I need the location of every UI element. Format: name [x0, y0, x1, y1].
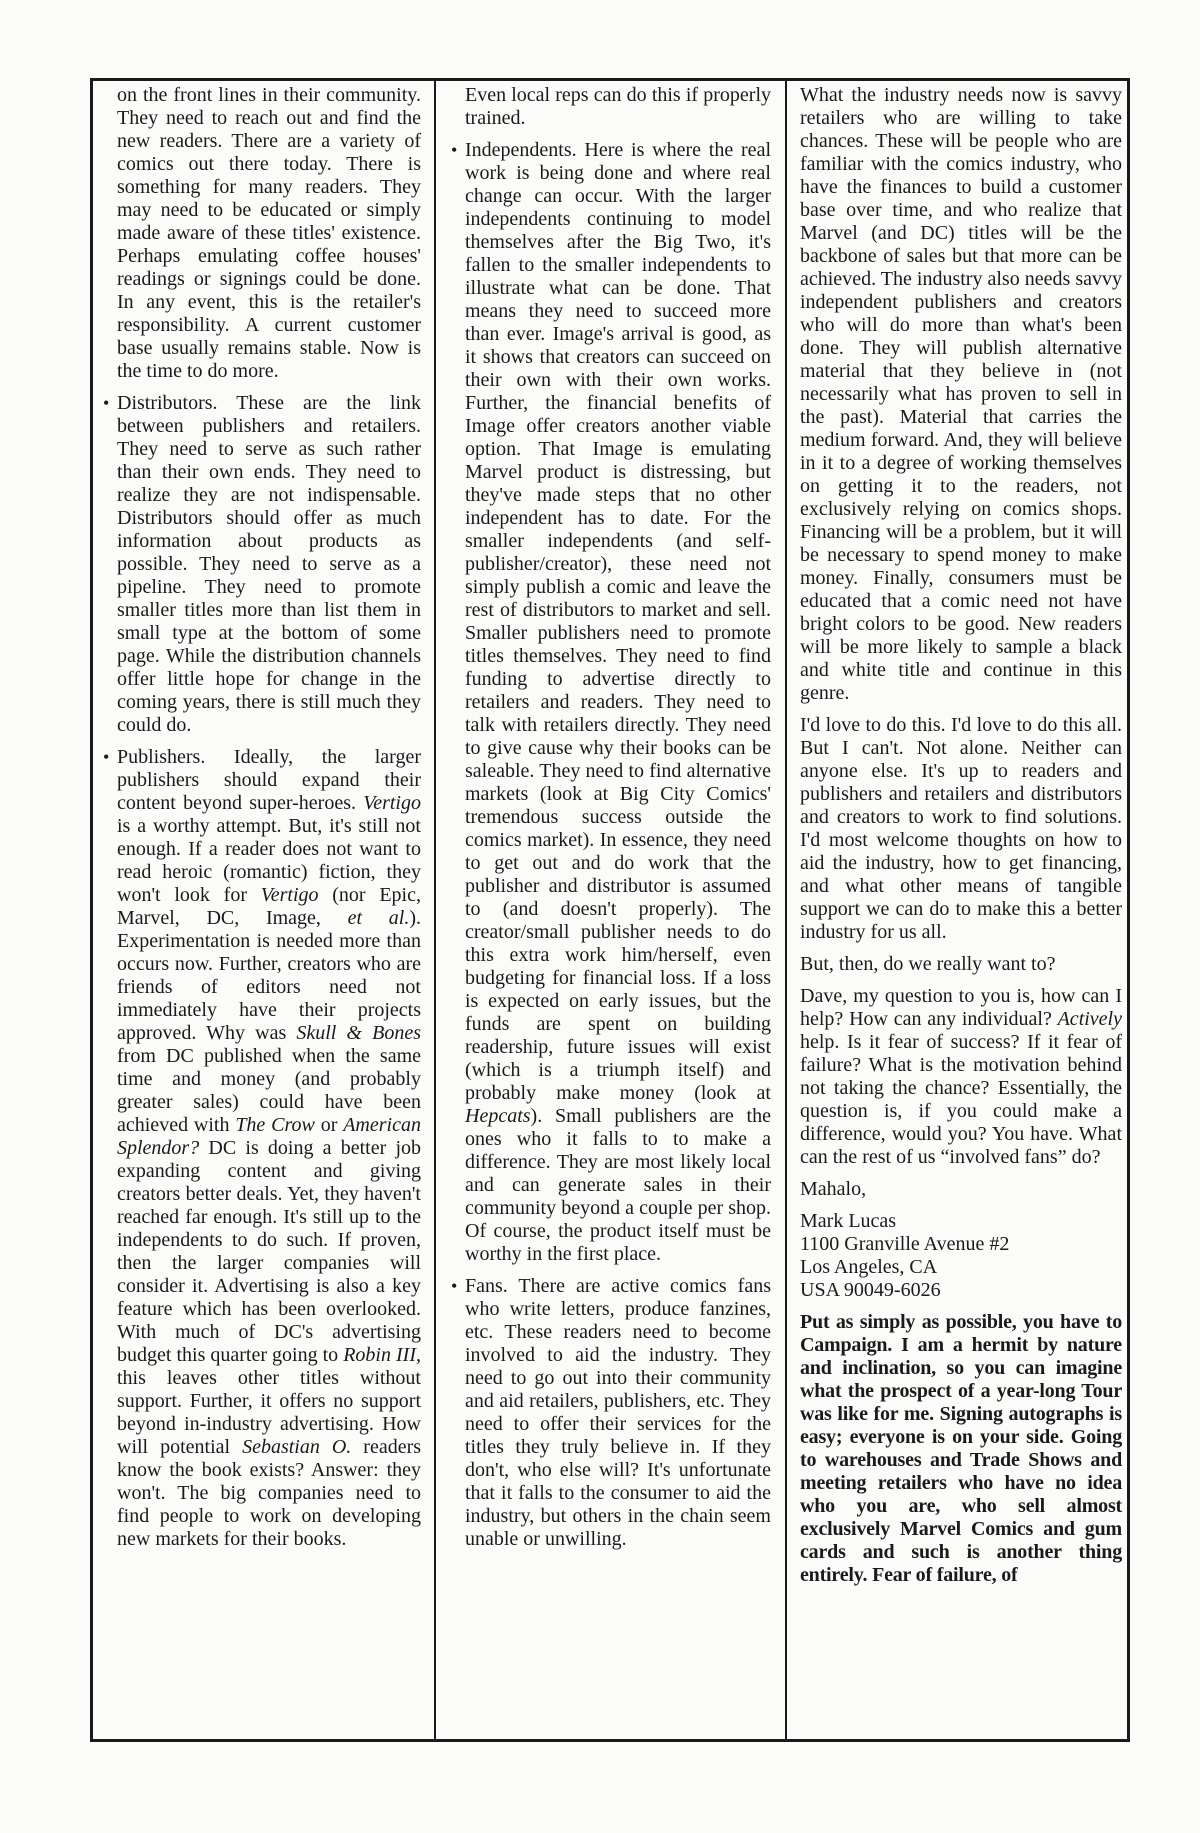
text-run: this leaves other titles without support. Further, it offers no support beyond in-industry advertising. How will potential [117, 1367, 421, 1458]
signature-country-zip: USA 90049-6026 [800, 1279, 941, 1301]
text-run: Publishers. Ideally, the larger publishers should expand their content beyond super-heroes. [117, 746, 421, 814]
bullet-publishers [103, 746, 422, 1551]
text-run: or [314, 1114, 344, 1136]
bullet-icon: • [451, 1276, 458, 1296]
paragraph-industry-needs: What the industry needs now is savvy retailers who are willing to take chances. These will be people who are familiar with the comics industry, who have the finances to build a customer base over time, and who realize that Marvel (and DC) titles will be the backbone of sales but that more can be achieved. The industry also needs savvy independent publishers and creators who will do more than what's been done. They will publish alternative material that they believe in (not necessarily what has proven to sell in the past). Material that carries the medium forward. And, they will believe in it to a degree of working themselves on getting it to the readers, not exclusively relying on comics shops. Financing will be a problem, but it will be necessary to spend money to make money. Finally, consumers must be educated that a comic need not have bright colors to be good. New readers will be more likely to sample a black and white title and continue in this genre. [800, 84, 1122, 704]
bullet-icon: • [103, 747, 110, 767]
signature-block [800, 1210, 1122, 1302]
closing-salutation: Mahalo, [800, 1178, 867, 1200]
text-run: ). Small publishers are the ones who it falls to to make a difference. They are most likely local and can generate sales in their community beyond a couple per shop. Of course, the product itself must be worthy in the first place. [465, 1105, 771, 1265]
text-column-2 [451, 84, 771, 1734]
paragraph-really-want: But, then, do we really want to? [800, 953, 1056, 975]
paragraph-local-reps: Even local reps can do this if properly trained. [465, 84, 771, 129]
title-hepcats: Hepcats [465, 1105, 531, 1127]
signature-city: Los Angeles, CA [800, 1256, 938, 1278]
text-run: help. Is it fear of success? If it fear of failure? What is the motivation behind not taking the chance? Essentially, the question is, if you could make a difference, would you? You have. What can the rest of us “involved fans” do? [800, 1031, 1122, 1168]
bullet-fans [451, 1275, 771, 1551]
bullet-distributors [103, 392, 421, 737]
editor-reply: Put as simply as possible, you have to Campaign. I am a hermit by nature and inclination, so you can imagine what the prospect of a year-long Tour was like for me. Signing autographs is easy; everyone is on your side. Going to warehouses and Trade Shows and meeting retailers who have no idea who you are, who sell almost exclusively Marvel Comics and gum cards and such is another thing entirely. Fear of failure, of [800, 1311, 1122, 1586]
text-run: from DC published when the same time and money (and probably greater sales) could have been achieved with [117, 1045, 421, 1136]
text-run: DC is doing a better job expanding content and giving creators better deals. Yet, they haven't reached far enough. It's still up to the independents to do such. If proven, then the larger companies will consider it. Advertising is also a key feature which has been overlooked. With much of DC's advertising budget this quarter going to [117, 1137, 421, 1366]
column-divider-2 [785, 78, 787, 1742]
signature-street: 1100 Granville Avenue #2 [800, 1233, 1010, 1255]
text-run: readers know the book exists? Answer: they won't. The big companies need to find people to work on developing new markets for their books. [117, 1436, 422, 1550]
title-robin-iii: Robin III, [343, 1344, 421, 1366]
text-run: (nor Epic, Marvel, DC, Image, [117, 884, 421, 929]
bullet-icon: • [451, 140, 458, 160]
bullet-icon: • [103, 393, 110, 413]
title-vertigo: Vertigo [363, 792, 421, 814]
text-run: Independents. Here is where the real work is being done and where real change can occur. With the larger independents continuing to model themselves after the Big Two, it's fallen to the smaller independents to illustrate what can be done. That means they need to succeed more than ever. Image's arrival is good, as it shows that creators can succeed on their own with their own works. Further, the financial benefits of Image offer creators another viable option. That Image is emulating Marvel product is distressing, but they've made steps that no other independent has to date. For the smaller independents (and self-publisher/creator), these need not simply publish a comic and leave the rest of distributors to market and sell. Smaller publishers need to promote titles themselves. They need to find funding to advertise directly to retailers and readers. They need to talk with retailers directly. They need to give cause why their books can be saleable. They need to find alternative markets (look at Big City Comics' tremendous success outside the comics market). In essence, they need to get out and do work that the publisher and distributor is assumed to (and doesn't properly). The creator/small publisher needs to do this extra work him/herself, even budgeting for financial loss. If a loss is expected on early issues, but the funds are spent on building readership, future issues will exist (which is a triumph itself) and probably make money (look at [465, 139, 771, 1104]
bullet-distributors-text: Distributors. These are the link between publishers and retailers. They need to serve as such rather than their own ends. They need to realize they are not indispensable. Distributors should offer as much information about products as possible. They need to serve as a pipeline. They need to promote smaller titles more than list them in small type at the bottom of some page. While the distribution channels offer little hope for change in the coming years, there is still much they could do. [117, 392, 421, 736]
title-skull-bones: Skull & Bones [296, 1022, 421, 1044]
text-column-3 [800, 84, 1122, 1734]
signature-name: Mark Lucas [800, 1210, 897, 1232]
paragraph-question [800, 985, 1122, 1169]
paragraph-retailers-continued: on the front lines in their community. They need to reach out and find the new readers. There are a variety of comics out there today. There is something for many readers. They may need to be educated or simply made aware of these titles' existence. Perhaps emulating coffee houses' readings or signings could be done. In any event, this is the retailer's responsibility. A current customer base usually remains stable. Now is the time to do more. [117, 84, 421, 382]
column-divider-1 [434, 78, 436, 1742]
title-sebastian-o: Sebastian O. [242, 1436, 352, 1458]
title-the-crow: The Crow [235, 1114, 315, 1136]
paragraph-love-to-do: I'd love to do this. I'd love to do this all. But I can't. Not alone. Neither can anyone else. It's up to readers and publishers and retailers and distributors and creators to work to find solutions. I'd most welcome thoughts on how to aid the industry, how to get financing, and what other means of tangible support we can do to make this a better industry for us all. [800, 714, 1122, 943]
title-vertigo: Vertigo [260, 884, 319, 906]
text-run: Dave, my question to you is, how can I help? How can any individual? [800, 985, 1122, 1030]
bullet-independents [451, 139, 771, 1266]
text-run: ). Experimentation is needed more than occurs now. Further, creators who are friends of editors need not immediately have their projects approved. Why was [117, 907, 421, 1044]
title-american-splendor: American Splendor? [117, 1114, 421, 1159]
et-al: et al. [347, 907, 410, 929]
text-run: is a worthy attempt. But, it's still not enough. If a reader does not want to read heroic (romantic) fiction, they won't look for [117, 815, 421, 906]
emphasis-actively: Actively [1057, 1008, 1122, 1030]
text-column-1 [103, 84, 422, 1734]
bullet-fans-text: Fans. There are active comics fans who write letters, produce fanzines, etc. These readers need to become involved to aid the industry. They need to go out into their community and aid retailers, publishers, etc. They need to offer their services for the titles they truly believe in. If they don't, who else will? It's unfortunate that it falls to the consumer to aid the industry, but others in the chain seem unable or unwilling. [465, 1275, 771, 1550]
